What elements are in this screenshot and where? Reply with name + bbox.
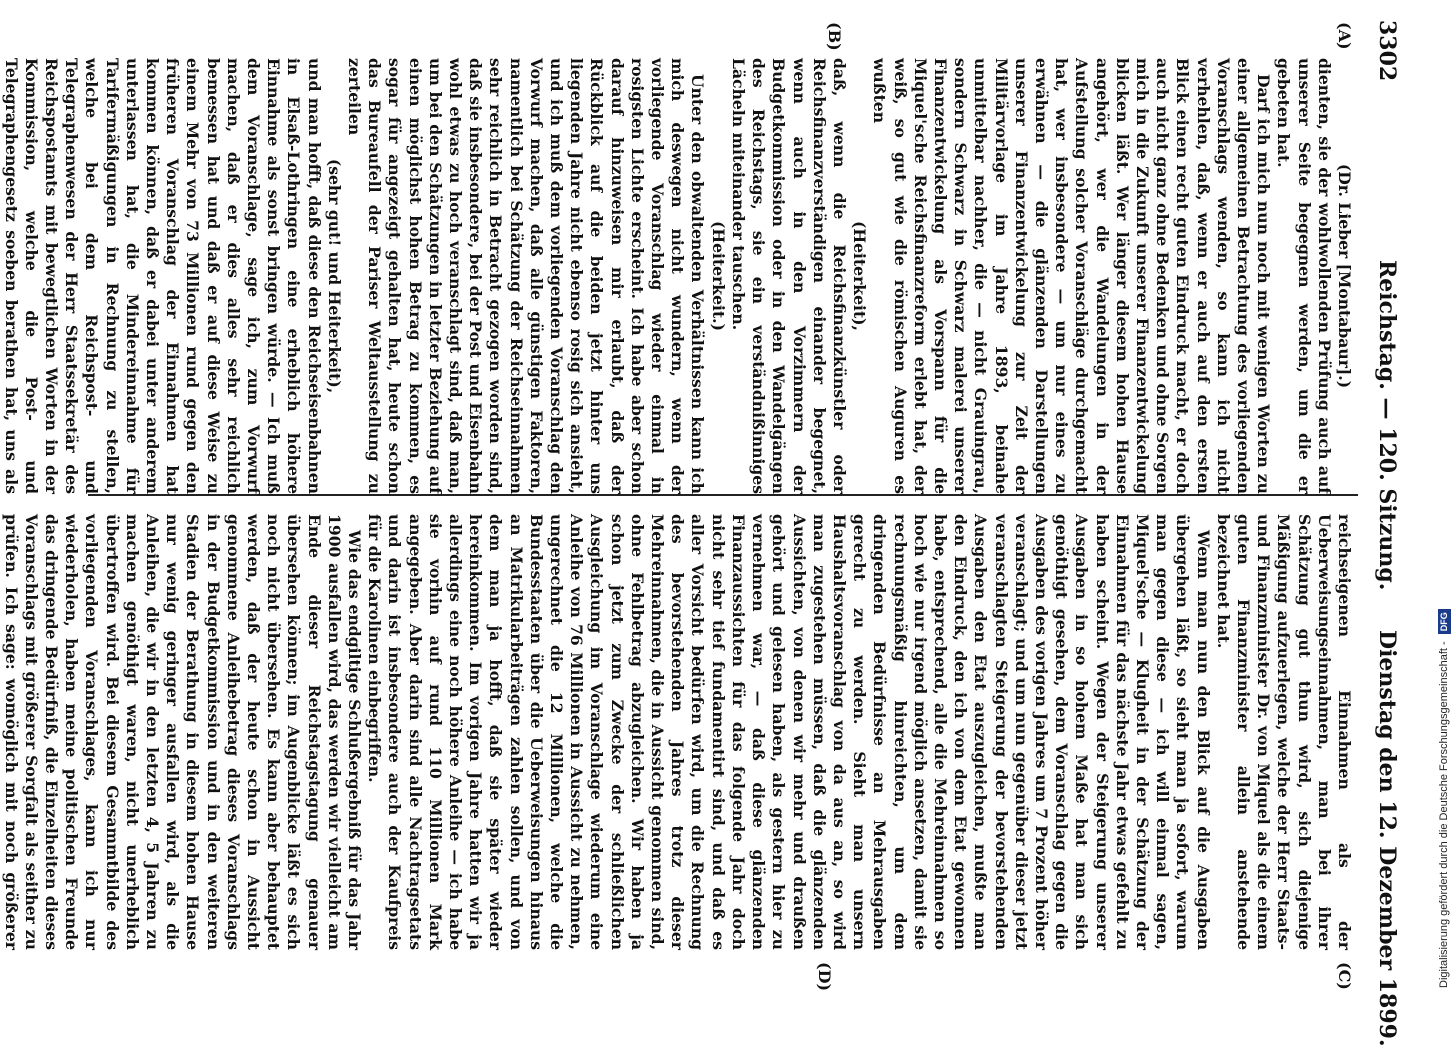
paragraph: daß, wenn die Reichsfinanzkünstler oder Reichsfinanzverständigen einander begegnet, wenn auch in den Vorzimmern der Budgetkommission oder in den Wandelgängen des Reichstags, sie ein verständnißinniges Lächeln miteinander tauschen.: [728, 58, 849, 494]
paragraph: und man hofft, daß diese den Reichseisenbahnen in Elsaß-Lothringen eine erheblich höhere Einnahme als sonst bringen würde. — Ich muß dem Voranschlage, sage ich, zum Vorwurf machen, daß er dies alles sehr reichlich bemessen hat und daß er auf diese Weise zu einem Mehr von 73 Millionen rund gegen den früheren Voranschlag der Einnahmen hat kommen können, daß er dabei unter anderem unterlassen hat, die Mindereinnahme für Tarifermäßigungen in Rechnung zu stellen, welche bei dem Reichspost- und Telegraphenwesen der Herr Staatssekretär des Reichspostamts mit bewegtlichen Worten in der Kommission, welche die Post- und Telegraphengesetz soeben berathen hat, uns als: [1, 58, 324, 494]
paragraph: Wenn man nun den Blick auf die Ausgaben übergehen läßt, so sieht man ja sofort, warum man gegen diese — ich will einmal sagen, Miquel'sche — Klugheit in der Schätzung der Einnahmen für das nächste Jahr etwas gefehlt zu haben scheint. Wegen der Steigerung unserer Ausgaben in so hohem Maße hat man sich genöthigt gesehen, dem Voranschlag gegen die Ausgaben des vorigen Jahres um 7 Prozent höher veranschlagt; und um nun gegenüber dieser jetzt veranschlagten Steigerung der bevorstehenden Ausgaben den Etat auszugleichen, mußte man den Eindruck, den ich von dem Etat gewonnen habe, entsprechend, alle die Mehreinnahmen so hoch wie nur irgend möglich ansetzen, damit sie rechnungsmäßig hinreichten, um dem dringenden Bedürfnisse an Mehrausgaben gerecht zu werden. Sieht man unsern Haushaltsvoranschlag von da aus an, so wird man zugestehen müssen, daß die glänzenden Aussichten, von denen wir mehr und draußen gehört und gelesen haben, als gestern hier zu vernehmen war, — daß diese glänzenden Finanzaussichten für das folgende Jahr doch nicht sehr tief fundamentirt sind, und daß es aller Vorsicht bedürfen wird, um die Rechnung des bevorstehenden Jahres trotz dieser Mehreinnahmen, die in Aussicht genommen sind, ohne Fehlbetrag abzugleichen. Wir haben ja schon jetzt zum Zwecke der schließlichen Ausgleichung im Voranschlage wiederum eine Anleihe von 76 Millionen in Aussicht zu nehmen, ungerechnet die 12 Millionen, welche die Bundesstaaten über die Ueberweisungen hinaus an Matrikularbeiträgen zahlen sollen, und von dem man ja hofft, daß sie später wieder hereinkommen. Im vorigen Jahre hatten wir ja allerdings eine noch höhere Anleihe — ich habe sie vorhin auf rund 110 Millionen Mark angegeben. Aber darin sind alle Nachtragsetats und darin ist insbesondere auch der Kaufpreis für die Karolinen einbegriffen.: [365, 514, 1213, 950]
speaker-label: (Dr. Lieber [Montabaur].): [1335, 163, 1354, 389]
paragraph: Darf ich mich nun noch mit wenigen Worten zu einer allgemeinen Betrachtung des vorliegenden Voranschlags wenden, so kann ich nicht verhehlen, daß, wenn er auch auf den ersten Blick einen recht guten Eindruck macht, er doch auch nicht ganz ohne Bedenken und ohne Sorgen mich in die Zukunft unserer Finanzentwickelung blicken läßt. Wer länger diesem hohen Hause angehört, wer die Wandelungen in der Aufstellung solcher Voranschläge durchgemacht hat, wer insbesondere — um nur eines zu erwähnen — die glänzenden Darstellungen unserer Finanzentwickelung zur Zeit der Militärvorlage im Jahre 1893, beinahe unmittelbar nachher, die — nicht Grauingrau, sondern Schwarz in Schwarz malerei unserer Finanzentwickelung als Vorspann für die Miquel'sche Reichsfinanzreform erlebt hat, der weiß, so gut wie die römischen Auguren es wußten: [870, 58, 1274, 494]
footer-text: Digitalisierung gefördert durch die Deutsche Forschungsgemeinschaft -: [1438, 641, 1450, 988]
column-divider: [88, 494, 1358, 496]
right-column: [1, 514, 1354, 950]
interjection: (Heiterkeit.): [708, 221, 728, 331]
margin-marker-b: (B): [825, 22, 844, 51]
dfg-logo: DFG: [1438, 609, 1451, 634]
left-column: [1, 58, 1354, 494]
page-header: [1368, 20, 1402, 1047]
paragraph: Wie das endgiltige Schlußergebniß für das Jahr 1900 ausfallen wird, das werden wir vielleicht am Ende dieser Reichstagstagung genauer übersehen können; im Augenblicke läßt es sich noch nicht übersehen. Es kann aber behauptet werden, daß der heute schon in Aussicht genommene Anleihebetrag dieses Voranschlags in der Budgetkommission und in den weiteren Stadien der Berathung in diesem hohen Hause nur wenig geringer ausfallen wird, als die Anleihen, die wir in den letzten 4, 5 Jahren zu machen genöthigt waren, nicht unerheblich übertroffen wird. Bei diesem Gesammtbilde des vorliegenden Voranschlages, kann ich nur wiederholen, haben meine politischen Freunde das dringende Bedürfniß, die Einzelheiten dieses Voranschlags mit größerer Sorgfalt als seither zu prüfen. Ich sage: womöglich mit noch größerer: [1, 514, 365, 950]
margin-marker-a: (A): [1335, 22, 1354, 50]
paragraph: Unter den obwaltenden Verhältnissen kann ich mich deswegen nicht wundern, wenn der vorliegende Voranschlag wieder einmal in rosigsten Lichte erscheint. Ich habe aber schon darauf hinzuweisen mir erlaubt, daß der Rückblick auf die beiden jetzt hinter uns liegenden Jahre nicht ebenso rosig sich ansieht, und ich muß dem vorliegenden Voranschlag den Vorwurf machen, daß alle günstigen Faktoren, namentlich bei Schätzung der Reichseinnahmen sehr reichlich in Betracht gezogen worden sind, daß sie insbesondere, bei der Post und Eisenbahn wohl etwas zu hoch veranschlagt sind, daß man, um bei den Schätzungen in letzter Beziehung auf einen möglichst hohen Betrag zu kommen, es sogar für angezeigt gehalten hat, heute schon das Bureaufell der Pariser Weltausstellung zu zerteilen: [345, 58, 708, 494]
session-title: Reichstag. — 120. Sitzung.: [1374, 260, 1400, 591]
paragraph: reichseigenen Einnahmen als der Ueberweisungseinnahmen, man bei ihrer Schätzung gut thun wird, sich diejenige Mäßigung aufzuerlegen, welche der Herr Staats- und Finanzminister Dr. von Miquel als die einem guten Finanzminister allein anstehende bezeichnet hat.: [1213, 514, 1354, 950]
margin-marker-c: (C): [1335, 962, 1354, 990]
paragraph: dienten, sie der wohlwollenden Prüfung auch auf unserer Seite begegnen werden, um die er gebeten hat.: [1274, 58, 1334, 494]
digitization-footer: [1414, 0, 1450, 1000]
page-number: 3302: [1374, 20, 1400, 82]
margin-marker-d: (D): [815, 962, 834, 992]
session-date: Dienstag den 12. Dezember 1899.: [1374, 630, 1400, 1047]
document-page: [1, 0, 1414, 1047]
interjection: (sehr gut! und Heiterkeit),: [324, 158, 344, 394]
interjection: (Heiterkeit),: [850, 221, 870, 331]
